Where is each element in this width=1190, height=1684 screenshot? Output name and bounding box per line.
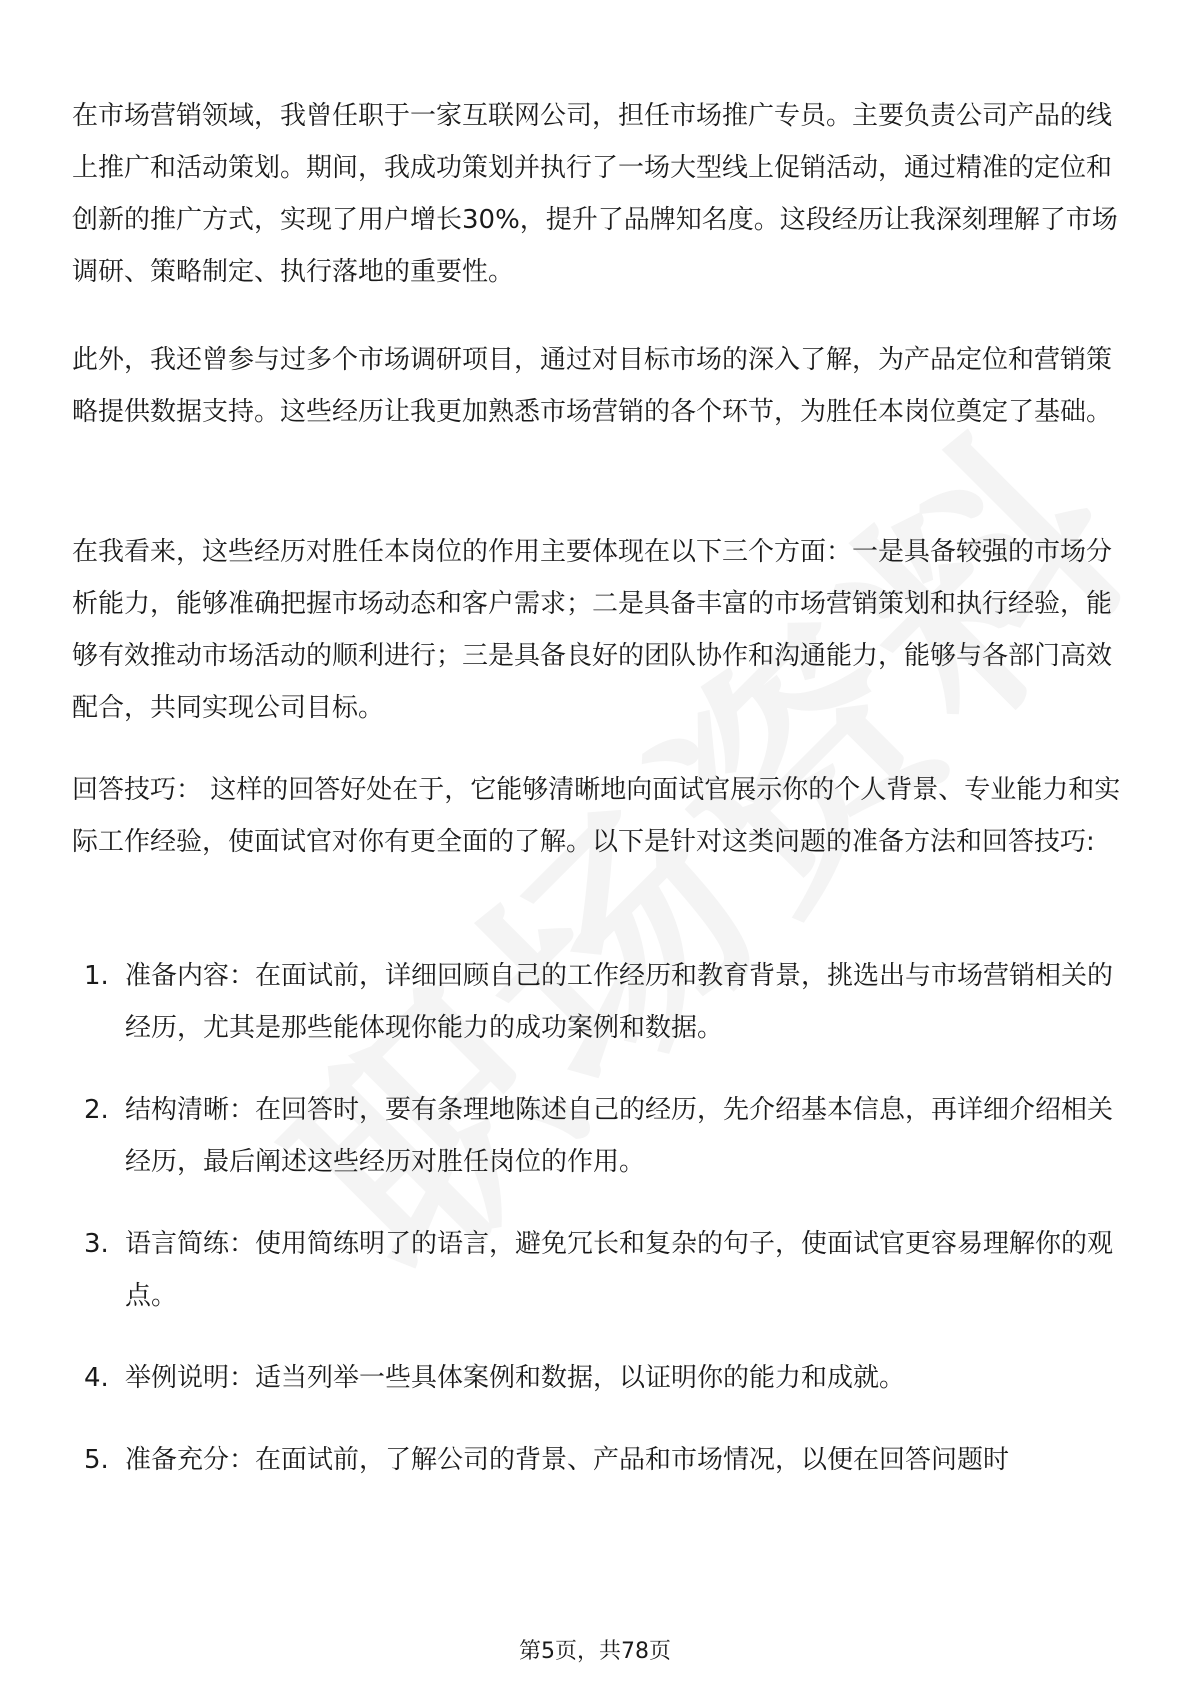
list-item: [84, 1434, 1124, 1486]
list-number: 2.: [84, 1095, 109, 1125]
paragraph-role-value: 在我看来，这些经历对胜任本岗位的作用主要体现在以下三个方面：一是具备较强的市场分析能力，能够准确把握市场动态和客户需求；二是具备丰富的市场营销策划和执行经验，能够有效推动市场活动的顺利进行；三是具备良好的团队协作和沟通能力，能够与各部门高效配合，共同实现公司目标。: [72, 537, 1113, 723]
paragraph-research: 此外，我还曾参与过多个市场调研项目，通过对目标市场的深入了解，为产品定位和营销策略提供数据支持。这些经历让我更加熟悉市场营销的各个环节，为胜任本岗位奠定了基础。: [72, 345, 1113, 427]
list-text: 准备充分：在面试前，了解公司的背景、产品和市场情况，以便在回答问题时: [125, 1445, 1010, 1475]
list-number: 5.: [84, 1445, 109, 1475]
list-text: 准备内容：在面试前，详细回顾自己的工作经历和教育背景，挑选出与市场营销相关的经历，尤其是那些能体现你能力的成功案例和数据。: [125, 961, 1114, 1043]
list-number: 3.: [84, 1229, 109, 1259]
list-number: 1.: [84, 961, 109, 991]
page-number-footer: 第5页，共78页: [519, 1639, 671, 1664]
list-text: 举例说明：适当列举一些具体案例和数据，以证明你的能力和成就。: [125, 1363, 906, 1393]
list-item: [84, 1352, 1124, 1404]
paragraph-experience: 在市场营销领域，我曾任职于一家互联网公司，担任市场推广专员。主要负责公司产品的线上推广和活动策划。期间，我成功策划并执行了一场大型线上促销活动，通过精准的定位和创新的推广方式，实现了用户增长30%，提升了品牌知名度。这段经历让我深刻理解了市场调研、策略制定、执行落地的重要性。: [72, 101, 1118, 287]
list-item: [84, 1084, 1124, 1188]
list-item: [84, 950, 1124, 1054]
paragraph-answer-tips: 回答技巧： 这样的回答好处在于，它能够清晰地向面试官展示你的个人背景、专业能力和实际工作经验，使面试官对你有更全面的了解。以下是针对这类问题的准备方法和回答技巧:: [72, 775, 1121, 857]
list-number: 4.: [84, 1363, 109, 1393]
list-item: [84, 1218, 1124, 1322]
list-text: 结构清晰：在回答时，要有条理地陈述自己的经历，先介绍基本信息，再详细介绍相关经历，最后阐述这些经历对胜任岗位的作用。: [125, 1095, 1114, 1177]
list-text: 语言简练：使用简练明了的语言，避免冗长和复杂的句子，使面试官更容易理解你的观点。: [125, 1229, 1114, 1311]
